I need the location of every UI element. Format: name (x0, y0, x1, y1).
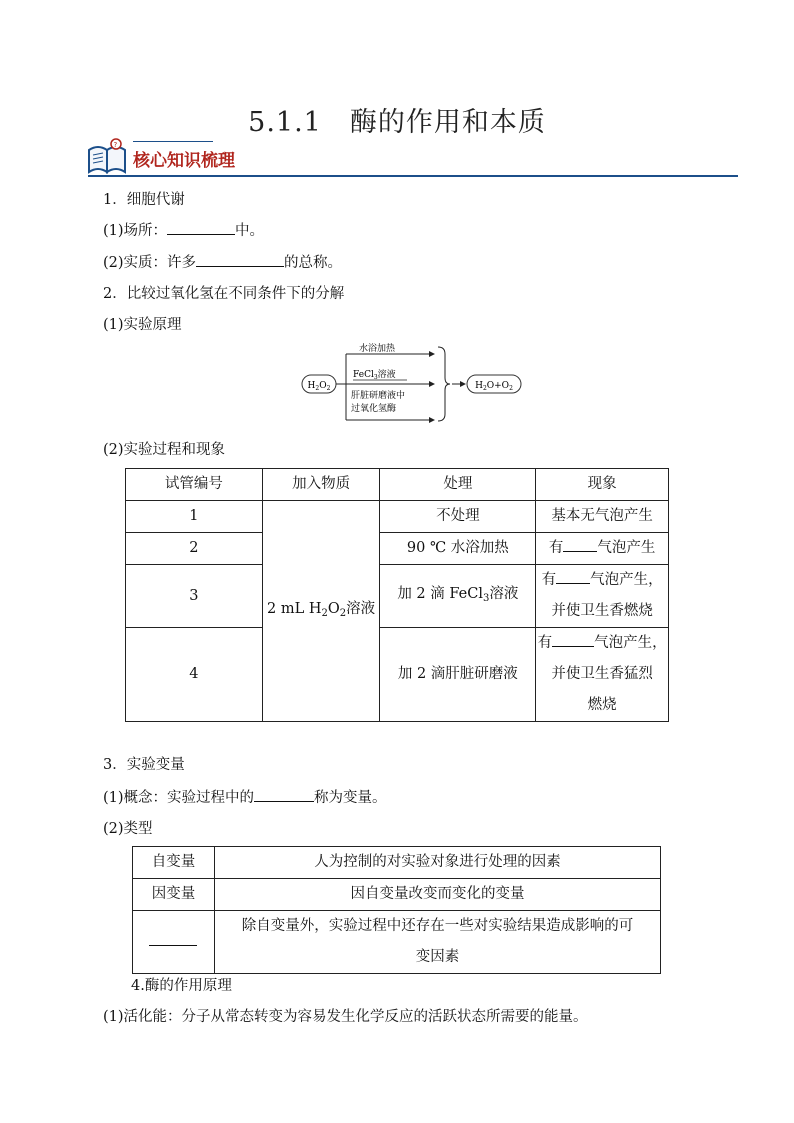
section-number: 5.1.1 (248, 107, 322, 138)
s4-activation: (1)活化能：分子从常态转变为容易发生化学反应的活跃状态所需要的能量。 (103, 1009, 588, 1025)
fill-blank (149, 930, 197, 946)
treatment-2: 90 ℃ 水浴加热 (380, 533, 536, 565)
treatment-4: 加 2 滴肝脏研磨液 (380, 628, 536, 722)
s1-q2 (103, 251, 342, 272)
cond2-label: FeCl$_3$溶液 (353, 370, 396, 381)
s3-concept (103, 786, 387, 807)
tube-id-1: 1 (126, 501, 263, 533)
var-desc-dependent: 因自变量改变而变化的变量 (214, 879, 660, 911)
var-name-dependent: 因变量 (133, 879, 215, 911)
book-icon (86, 138, 128, 176)
s2-process: (2)实验过程和现象 (103, 442, 226, 458)
fill-blank (552, 631, 594, 647)
treatment-3: 加 2 滴 FeCl$_3$溶液 (380, 565, 536, 628)
brace (438, 347, 450, 421)
substance-cell: 2 mL $H_2O_2$溶液 (262, 501, 380, 722)
fill-blank (563, 536, 597, 552)
experiment-table (125, 468, 669, 722)
treatment-1: 不处理 (380, 501, 536, 533)
fill-blank (556, 568, 590, 584)
product-label: $H_2O+O_2$ (475, 381, 513, 392)
var-name-independent: 自变量 (133, 847, 215, 879)
phenomenon-4: 有 气泡产生， 并使卫生香猛烈 燃烧 (536, 628, 669, 722)
header-substance: 加入物质 (262, 469, 380, 501)
header-tube-id: 试管编号 (126, 469, 263, 501)
var-name-blank (133, 911, 215, 974)
tube-id-3: 3 (126, 565, 263, 628)
tube-id-4: 4 (126, 628, 263, 722)
s3-types: (2)类型 (103, 821, 153, 837)
phenomenon-1: 基本无气泡产生 (536, 501, 669, 533)
q1-suffix: 中。 (235, 223, 265, 239)
s1-heading: 1．细胞代谢 (103, 192, 185, 208)
header-phenomenon: 现象 (536, 469, 669, 501)
cond3-line1: 肝脏研磨液中 (351, 391, 406, 401)
header-rule-top (133, 141, 213, 142)
reaction-diagram (297, 342, 527, 424)
q2-prefix: (2)实质：许多 (103, 255, 197, 271)
phenomenon-2: 有 气泡产生 (536, 533, 669, 565)
header-rule (88, 175, 738, 177)
s1-q1 (103, 219, 264, 240)
s3-heading: 3．实验变量 (103, 757, 185, 773)
title-text: 酶的作用和本质 (349, 107, 546, 138)
s4-heading: 4.酶的作用原理 (131, 978, 232, 994)
concept-suffix: 称为变量。 (314, 790, 387, 806)
cond3-line2: 过氧化氢酶 (351, 404, 397, 414)
s2-principle: (1)实验原理 (103, 317, 182, 333)
phenomenon-3: 有 气泡产生， 并使卫生香燃烧 (536, 565, 669, 628)
fill-blank (167, 219, 235, 235)
section-header: 核心知识梳理 (133, 151, 235, 171)
header-treatment: 处理 (380, 469, 536, 501)
var-desc-other: 除自变量外，实验过程中还存在一些对实验结果造成影响的可 变因素 (214, 911, 660, 974)
variables-table (132, 846, 661, 974)
reactant-label: $H_2O_2$ (307, 381, 331, 392)
concept-prefix: (1)概念：实验过程中的 (103, 790, 255, 806)
q1-prefix: (1)场所： (103, 223, 168, 239)
page-title (0, 100, 794, 139)
svg-text:?: ? (113, 141, 118, 149)
s2-heading: 2．比较过氧化氢在不同条件下的分解 (103, 286, 345, 302)
fill-blank (196, 251, 284, 267)
tube-id-2: 2 (126, 533, 263, 565)
cond1-label: 水浴加热 (359, 344, 396, 354)
fill-blank (254, 786, 314, 802)
var-desc-independent: 人为控制的对实验对象进行处理的因素 (214, 847, 660, 879)
q2-suffix: 的总称。 (284, 255, 343, 271)
